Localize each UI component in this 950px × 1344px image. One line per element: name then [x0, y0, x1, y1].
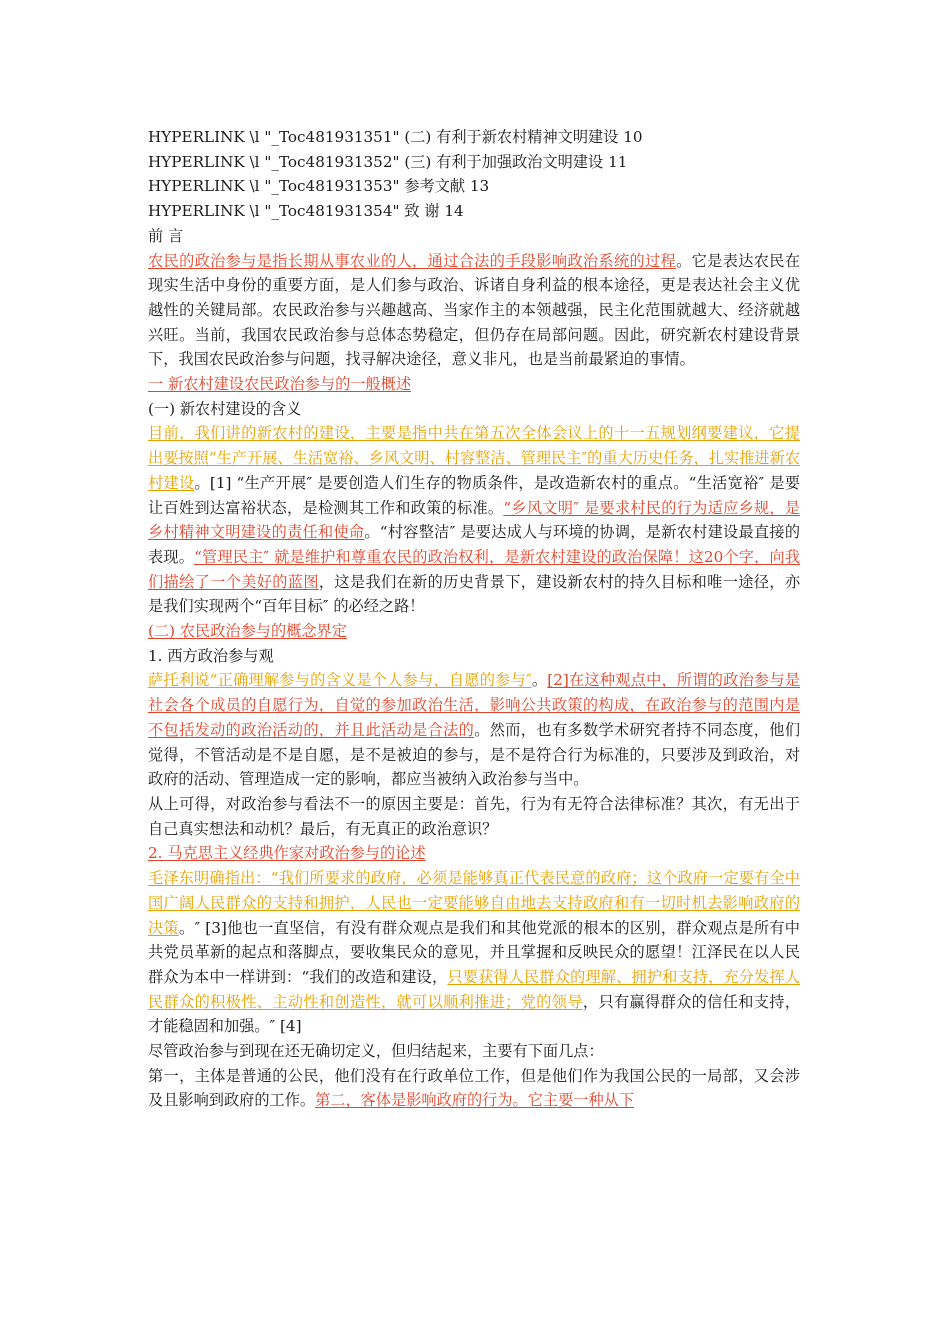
- toc-entry[interactable]: HYPERLINK \l "_Toc481931353" 参考文献 13: [148, 177, 490, 196]
- section-heading: 一 新农村建设农民政治参与的一般概述: [148, 375, 412, 394]
- text-run: 。然而，也有多数学术研究者持不同态度，他们觉得，不管活动是不是自愿，是不是被迫的参与，是不是符合行为标准的，只要涉及到政治，对政府的活动、管理造成一定的影响，都应当被纳入政治参与当中。: [148, 720, 801, 789]
- subsubsection-heading: 2. 马克思主义经典作家对政治参与的论述: [148, 844, 426, 863]
- highlight-red: [2]在这种观点中，所谓的政治参与是社会各个成员的自愿行为，自觉的参加政治生活，影响公共政策的构成，在政治参与的范围内是不包括发动的政治活动的，并且此活动是合法的: [148, 671, 801, 739]
- highlight-orange: 只要获得人民群众的理解、拥护和支持，充分发挥人民群众的积极性、主动性和创造性，就可以顺利推进；党的领导: [148, 967, 801, 1011]
- preface-paragraph: [148, 249, 800, 373]
- text-run: 。[1] “生产开展″ 是要创造人们生存的物质条件，是改造新农村的重点。“生活宽裕″ 是要让百姓到达富裕状态，是检测其工作和政策的标准。: [148, 473, 800, 517]
- toc-entry[interactable]: HYPERLINK \l "_Toc481931354" 致 谢 14: [148, 202, 464, 221]
- highlight-red: “管理民主″ 就是维护和尊重农民的政治权利，是新农村建设的政治保障！这20个字，向我们描绘了一个美好的蓝图: [148, 547, 801, 591]
- text-run: ，只有赢得群众的信任和支持，才能稳固和加强。″ [4]: [148, 992, 801, 1036]
- highlight-red: “乡风文明″ 是要求村民的行为适应乡规，是乡村精神文明建设的责任和使命: [148, 498, 801, 542]
- body-paragraph: [148, 1064, 800, 1113]
- highlight-orange: 毛泽东明确指出：“我们所要求的政府，必须是能够真正代表民意的政府；这个政府一定要有全中国广阔人民群众的支持和拥护，人民也一定要能够自由地去支持政府和有一切时机去影响政府的决策: [148, 869, 800, 937]
- preface-heading: 前 言: [148, 226, 184, 245]
- toc-entry[interactable]: HYPERLINK \l "_Toc481931352" (三) 有利于加强政治文明建设 11: [148, 152, 628, 171]
- body-paragraph: [148, 668, 800, 792]
- text-run: ，这是我们在新的历史背景下，建设新农村的持久目标和唯一途径，亦是我们实现两个“百年目标″ 的必经之路！: [148, 572, 801, 616]
- body-paragraph: [148, 421, 800, 619]
- body-paragraph: [148, 866, 800, 1039]
- highlight-orange: 目前，我们讲的新农村的建设，主要是指中共在第五次全体会议上的十一五规划纲要建议，它提出要按照“生产开展、生活宽裕、乡风文明、村容整洁、管理民主″的重大历史任务，扎实推进新农村建设: [148, 424, 800, 492]
- body-paragraph: 尽管政治参与到现在还无确切定义，但归结起来，主要有下面几点：: [148, 1042, 604, 1061]
- subsubsection-heading: 1. 西方政治参与观: [148, 646, 274, 665]
- highlight-red: 农民的政治参与是指长期从事农业的人，通过合法的手段影响政治系统的过程: [148, 251, 677, 270]
- text-run: 第一，主体是普通的公民，他们没有在行政单位工作，但是他们作为我国公民的一局部，又会涉及且影响到政府的工作。: [148, 1066, 800, 1110]
- body-paragraph: 从上可得，对政治参与看法不一的原因主要是：首先，行为有无符合法律标准？其次，有无出于自己真实想法和动机？最后，有无真正的政治意识？: [148, 794, 800, 838]
- highlight-orange: 萨托利说“正确理解参与的含义是个人参与，自愿的参与″: [148, 671, 532, 690]
- subsection-heading: (二) 农民政治参与的概念界定: [148, 622, 347, 641]
- text-run: 。: [531, 671, 548, 690]
- toc-entry[interactable]: HYPERLINK \l "_Toc481931351" (二) 有利于新农村精神文明建设 10: [148, 128, 643, 146]
- highlight-red: 第二，客体是影响政府的行为。它主要一种从下: [315, 1091, 634, 1110]
- document-page: [148, 125, 800, 1113]
- subsection-heading: (一) 新农村建设的含义: [148, 399, 302, 418]
- text-run: 。“村容整洁″ 是要达成人与环境的协调，是新农村建设最直接的表现。: [148, 523, 801, 566]
- text-run: 。″ [3]他也一直坚信，有没有群众观点是我们和其他党派的根本的区别，群众观点是所有中共党员革新的起点和落脚点，要收集民众的意见，并且掌握和反映民众的愿望！江泽民在以人民群众为本中一样讲到：“我们的改造和建设，: [148, 918, 800, 986]
- text-run: 。它是表达农民在现实生活中身份的重要方面，是人们参与政治、诉诸自身利益的根本途径，更是表达社会主义优越性的关键局部。农民政治参与兴趣越高、当家作主的本领越强，民主化范围就越大、经济就越兴旺。当前，我国农民政治参与总体态势稳定，但仍存在局部问题。因此，研究新农村建设背景下，我国农民政治参与问题，找寻解决途径，意义非凡，也是当前最紧迫的事情。: [148, 251, 801, 369]
